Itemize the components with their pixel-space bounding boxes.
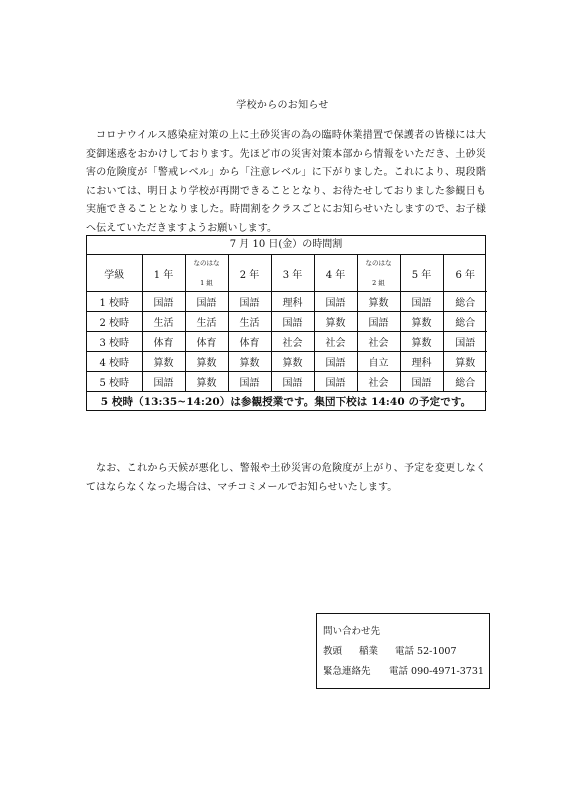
timetable-note: 5 校時（13:35~14:20）は参観授業です。集団下校は 14:40 の予定です。 [100,396,472,408]
table-cell: 理科 [271,292,314,312]
table-cell: 算数 [228,352,271,372]
contact-heading: 問い合わせ先 [323,626,381,637]
table-cell: 総合 [443,372,487,392]
header-grade-5: 5 年 [400,255,443,292]
table-cell: 社会 [357,372,400,392]
table-row [87,292,487,312]
header-grade-4: 4 年 [314,255,357,292]
table-cell: 体育 [228,332,271,352]
table-cell: 国語 [357,312,400,332]
header-grade-3: 3 年 [271,255,314,292]
notice-title: 学校からのお知らせ [236,100,329,111]
contact-line-1 [323,642,489,662]
period-label: 2 校時 [87,312,142,332]
header-nanohana-2-name: なのはな [365,259,392,267]
timetable-header-row [87,255,487,292]
table-cell: 国語 [228,372,271,392]
table-cell: 国語 [400,292,443,312]
table-cell: 国語 [142,292,185,312]
header-grade-2: 2 年 [228,255,271,292]
table-cell: 算数 [185,352,228,372]
table-cell: 国語 [314,292,357,312]
notice-paragraph-2: なお、これから天候が悪化し、警報や土砂災害の危険度が上がり、予定を変更しなくてはならなくなった場合は、マチコミメールでお知らせいたします。 [86,463,486,493]
table-cell: 社会 [314,332,357,352]
timetable-title: 7 月 10 日(金）の時間割 [87,236,485,255]
table-cell: 総合 [443,312,487,332]
timetable [86,235,486,411]
contact-line-1-label: 教頭 [323,646,343,657]
contact-box [316,613,490,689]
table-cell: 国語 [185,292,228,312]
table-cell: 算数 [400,332,443,352]
table-row [87,332,487,352]
contact-line-1-phone: 電話 52-1007 [395,646,457,657]
table-cell: 算数 [142,352,185,372]
contact-line-2-label: 緊急連絡先 [323,666,371,677]
header-grade-label: 学級 [87,255,142,292]
timetable-grid [87,255,487,392]
header-nanohana-1-class: 1 組 [200,279,213,287]
contact-line-2-phone: 電話 090-4971-3731 [389,666,484,677]
table-cell: 算数 [185,372,228,392]
table-cell: 国語 [271,312,314,332]
table-cell: 社会 [271,332,314,352]
table-cell: 理科 [400,352,443,372]
table-cell: 算数 [443,352,487,372]
header-nanohana-1-name: なのはな [193,259,220,267]
header-grade-1: 1 年 [142,255,185,292]
table-cell: 算数 [314,312,357,332]
table-cell: 社会 [357,332,400,352]
table-cell: 自立 [357,352,400,372]
period-label: 5 校時 [87,372,142,392]
table-cell: 国語 [443,332,487,352]
table-cell: 算数 [400,312,443,332]
table-row [87,372,487,392]
table-cell: 体育 [142,332,185,352]
table-row [87,312,487,332]
period-label: 3 校時 [87,332,142,352]
table-cell: 生活 [228,312,271,332]
table-cell: 国語 [142,372,185,392]
table-cell: 総合 [443,292,487,312]
header-nanohana-2 [357,255,400,292]
table-cell: 生活 [142,312,185,332]
table-cell: 国語 [271,372,314,392]
table-cell: 体育 [185,332,228,352]
header-grade-6: 6 年 [443,255,487,292]
contact-line-1-name: 稲業 [359,646,379,657]
table-cell: 国語 [314,372,357,392]
table-cell: 国語 [314,352,357,372]
table-cell: 国語 [400,372,443,392]
notice-paragraph-1: コロナウイルス感染症対策の上に土砂災害の為の臨時休業措置で保護者の皆様には大変御迷惑をおかけしております。先ほど市の災害対策本部から情報をいただき、土砂災害の危険度が「警戒レベル」から「注意レベル」に下がりました。これにより、現段階においては、明日より学校が再開できることとなり、お待たせしておりました参観日も実施できることとなりました。時間割をクラスごとにお知らせいたしますので、お子様へ伝えていただきますようお願いします。 [86,130,486,234]
table-cell: 算数 [271,352,314,372]
table-cell: 算数 [357,292,400,312]
contact-line-2 [323,662,489,682]
header-nanohana-1 [185,255,228,292]
header-nanohana-2-class: 2 組 [372,279,385,287]
table-cell: 国語 [228,292,271,312]
table-cell: 生活 [185,312,228,332]
table-row [87,352,487,372]
period-label: 4 校時 [87,352,142,372]
period-label: 1 校時 [87,292,142,312]
